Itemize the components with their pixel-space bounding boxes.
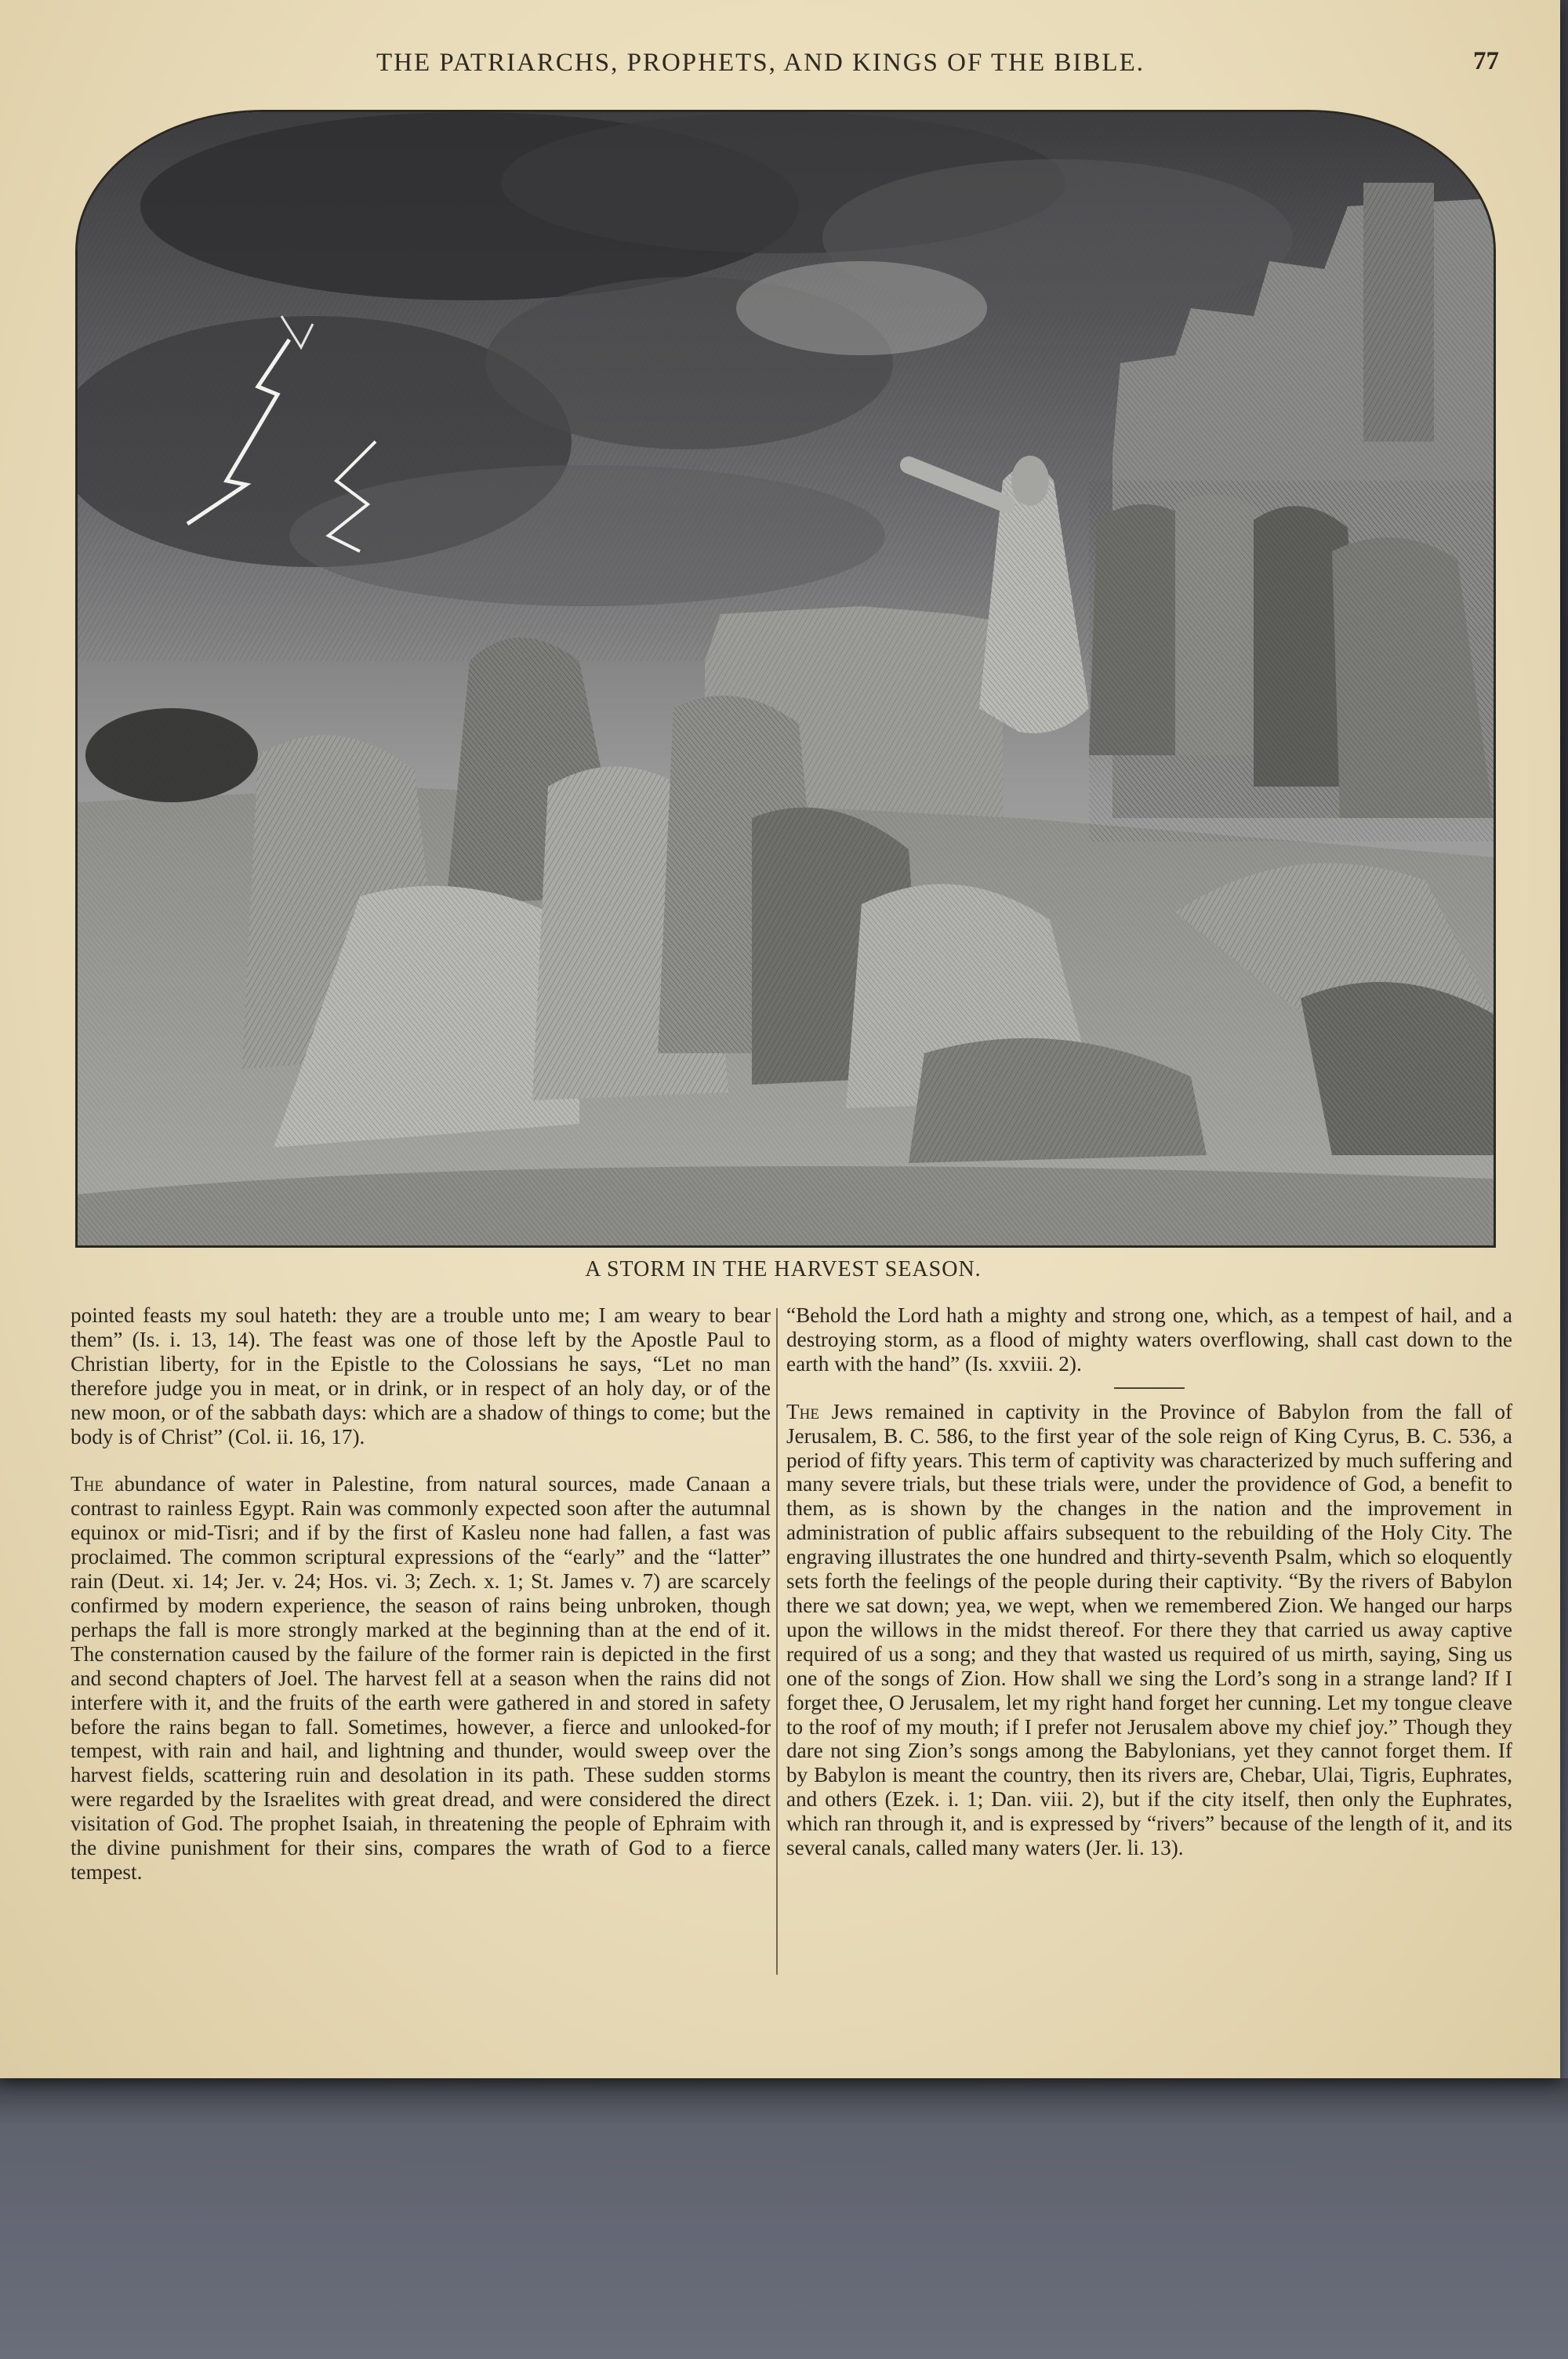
left-text-column: [71, 1303, 771, 1885]
running-head: THE PATRIARCHS, PROPHETS, AND KINGS OF THE BIBLE.: [376, 49, 1145, 77]
right-paragraph-2: [786, 1400, 1512, 1860]
left-lead-word: The: [71, 1472, 103, 1496]
right-lead-word: The: [786, 1399, 819, 1423]
left-paragraph-2-text: abundance of water in Palestine, from natural sources, made Canaan a contrast to rainless Egypt. Rain was commonly expected soon after the autumnal equinox or mid-Tisri; and if by the first of Kasleu none had fallen, a fast was proclaimed. The common scriptural expressions of the “early” and the “latter” rain (Deut. xi. 14; Jer. v. 24; Hos. vi. 3; Zech. x. 1; St. James v. 7) are scarcely confirmed by modern experience, the season of rains being unbroken, though perhaps the fall is more strongly marked at the beginning than at the end of it. The consternation caused by the failure of the former rain is depicted in the first and second chapters of Joel. The harvest fell at a season when the rains did not interfere with it, and the fruits of the earth were gathered in and stored in safety before the rains began to fall. Sometimes, however, a fierce and unlooked-for tempest, with rain and hail, and lightning and thunder, would sweep over the harvest fields, scattering ruin and desolation in its path. These sudden storms were regarded by the Israelites with great dread, and were considered the direct visitation of God. The prophet Isaiah, in threatening the people of Ephraim with the divine punishment for their sins, compares the wrath of God to a fierce tempest.: [71, 1472, 771, 1884]
page-number: 77: [1473, 47, 1499, 75]
right-paragraph-1: “Behold the Lord hath a mighty and strong one, which, as a tempest of hail, and a destroying storm, as a flood of mighty waters overflowing, shall cast down to the earth with the hand” (Is. xxviii. 2).: [786, 1303, 1512, 1376]
right-paragraph-2-text: Jews remained in captivity in the Province of Babylon from the fall of Jerusalem, B. C. 586, to the first year of the sole reign of King Cyrus, B. C. 536, a period of fifty years. This term of captivity was characterized by much suffering and many severe trials, but these trials were, under the providence of God, a benefit to them, as is shown by the changes in the nation and the improvement in administration of public affairs subsequent to the rebuilding of the Holy City. The engraving illustrates the one hundred and thirty-seventh Psalm, which so eloquently sets forth the feelings of the people during their captivity. “By the rivers of Babylon there we sat down; yea, we wept, when we remembered Zion. We hanged our harps upon the willows in the midst thereof. For there they that carried us away captive required of us a song; and they that wasted us required of us mirth, saying, Sing us one of the songs of Zion. How shall we sing the Lord’s song in a strange land? If I forget thee, O Jerusalem, let my right hand forget her cunning. Let my tongue cleave to the roof of my mouth; if I prefer not Jerusalem above my chief joy.” Though they dare not sing Zion’s songs among the Babylonians, yet they cannot forget them. If by Babylon is meant the country, then its rivers are, Chebar, Ulai, Tigris, Euphrates, and others (Ezek. i. 1; Dan. viii. 2), but if the city itself, then only the Euphrates, which ran through it, and is expressed by “rivers” because of the length of it, and its several canals, called many waters (Jer. li. 13).: [786, 1399, 1512, 1860]
right-text-column: [786, 1303, 1512, 1860]
left-paragraph-2: [71, 1472, 771, 1884]
storm-engraving-art: [78, 112, 1494, 1245]
page-edge-shadow: [0, 2078, 1568, 2125]
left-paragraph-1: pointed feasts my soul hateth: they are a trouble unto me; I am weary to bear them” (Is. i. 13, 14). The feast was one of those left by the Apostle Paul to Christian liberty, for in the Epistle to the Colossians he says, “Let no man therefore judge you in meat, or in drink, or in respect of an holy day, or of the new moon, or of the sabbath days: which are a shadow of things to come; but the body is of Christ” (Col. ii. 16, 17).: [71, 1303, 771, 1448]
section-separator-rule: [1114, 1387, 1185, 1389]
engraving-illustration: [75, 110, 1496, 1248]
illustration-caption: A STORM IN THE HARVEST SEASON.: [585, 1257, 982, 1281]
column-divider: [776, 1308, 778, 1975]
